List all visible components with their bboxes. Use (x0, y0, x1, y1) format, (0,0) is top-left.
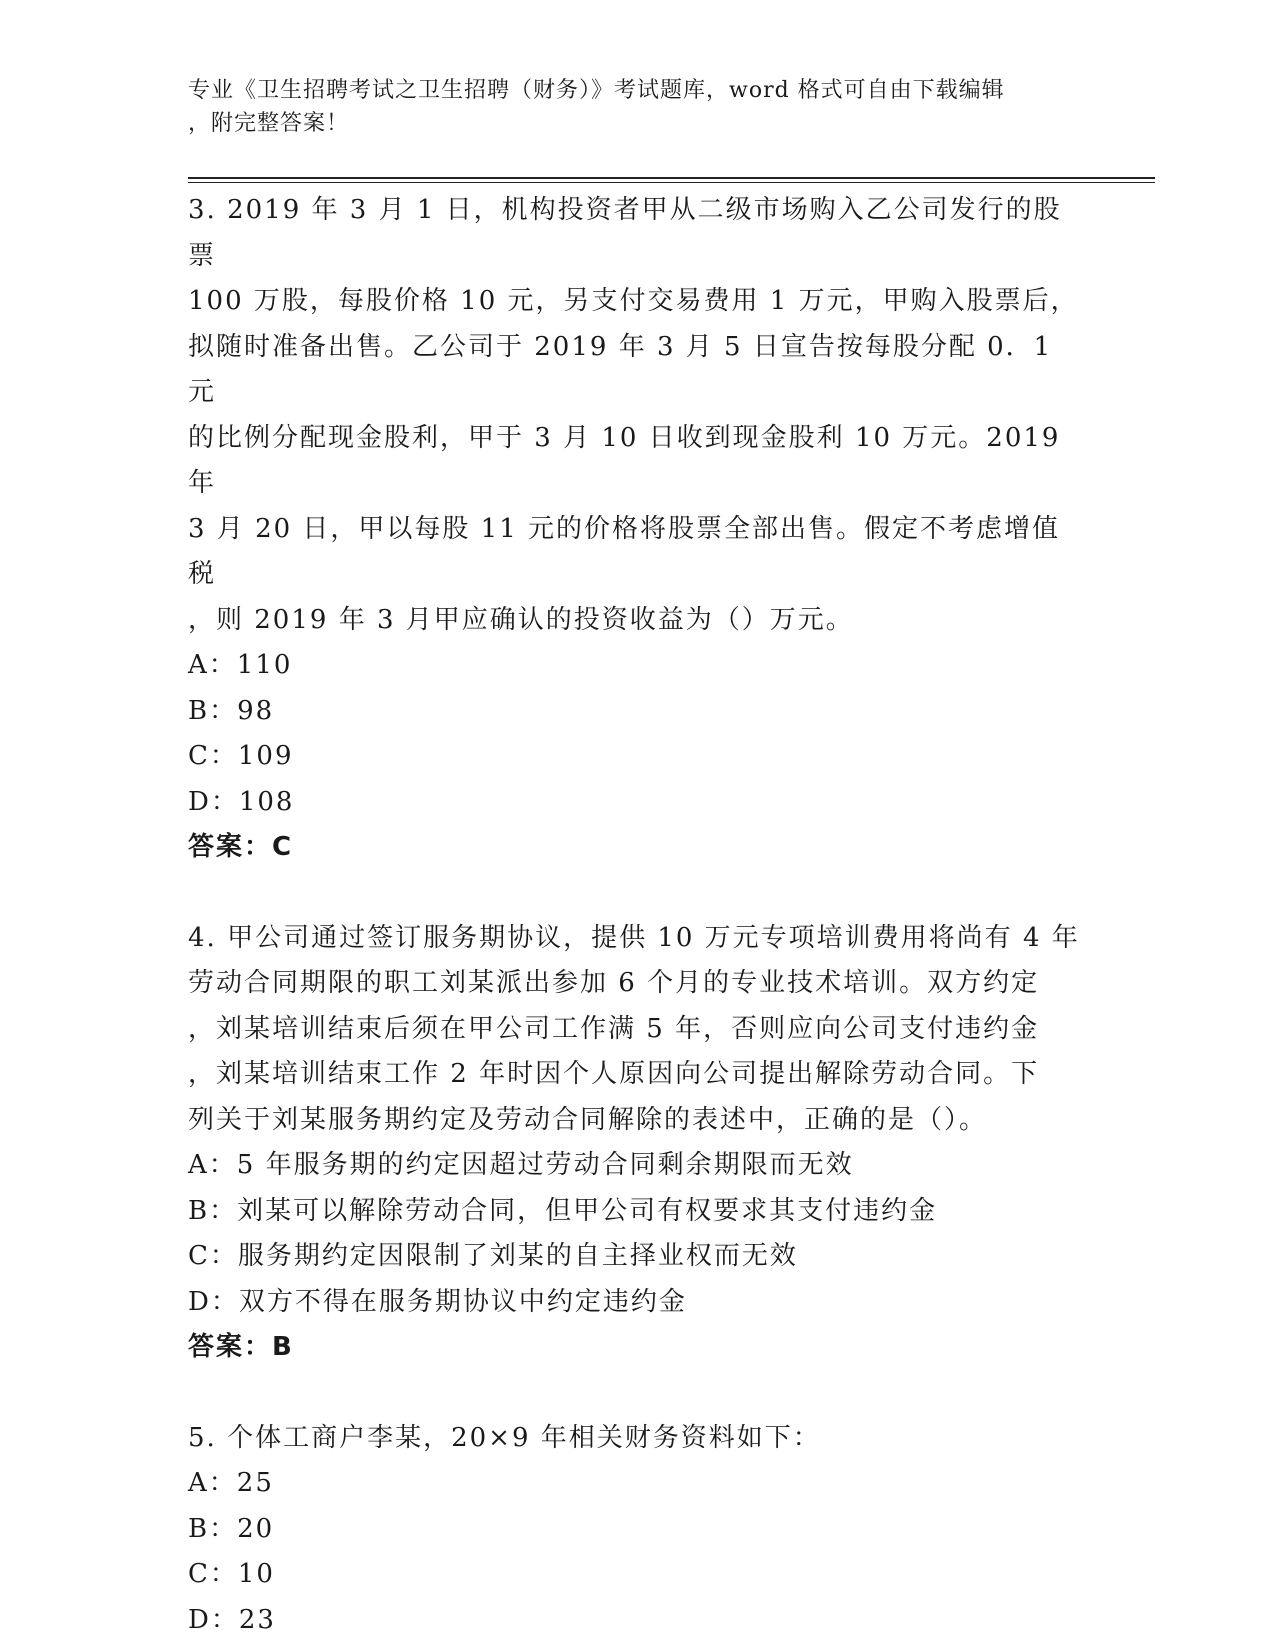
option-c: C：109 (188, 741, 294, 771)
answer-label: 答案：C (188, 832, 294, 862)
question-spacer (188, 1371, 1088, 1416)
header-divider-thick (188, 177, 1155, 179)
question-text: 3. 2019 年 3 月 1 日，机构投资者甲从二级市场购入乙公司发行的股票 100 万股，每股价格 10 元，另支付交易费用 1 万元，甲购入股票后， 拟随时准备出售。乙公司于 2019 年 3 月 5 日宣告按每股分配 0．1 元 的比例分配现金股利，甲于 3 月 10 日收到现金股利 10 万元。2019 年 3 月 20 日，甲以每股 11 元的价格将股票全部出售。假定不考虑增值税 ，则 2019 年 3 月甲应确认的投资收益为（）万元。 (188, 195, 1079, 635)
header-line-1: 专业《卫生招聘考试之卫生招聘（财务）》考试题库，word 格式可自由下载编辑 (188, 78, 1005, 103)
header-line-2: ，附完整答案！ (188, 111, 350, 136)
option-d: D：23 (188, 1604, 276, 1635)
option-b: B：98 (188, 695, 275, 726)
option-c: C：10 (188, 1559, 275, 1589)
answer-label: 答案：B (188, 1332, 294, 1362)
question-text: 4. 甲公司通过签订服务期协议，提供 10 万元专项培训费用将尚有 4 年 劳动合同期限的职工刘某派出参加 6 个月的专业技术培训。双方约定 ，刘某培训结束后须在甲公司工作满 5 年，否则应向公司支付违约金 ，刘某培训结束工作 2 年时因个人原因向公司提出解除劳动合同。下 列关于刘某服务期约定及劳动合同解除的表述中，正确的是（）。 (188, 922, 1080, 1135)
document-header (188, 74, 1088, 140)
option-a: A：110 (188, 650, 293, 680)
option-a: A：5 年服务期的约定因超过劳动合同剩余期限而无效 (188, 1150, 854, 1180)
option-b: B：刘某可以解除劳动合同，但甲公司有权要求其支付违约金 (188, 1195, 938, 1226)
header-divider-thin (188, 182, 1155, 183)
question-list (188, 188, 1088, 1643)
option-a: A：25 (188, 1468, 274, 1498)
option-c: C：服务期约定因限制了刘某的自主择业权而无效 (188, 1241, 798, 1271)
option-d: D：双方不得在服务期协议中约定违约金 (188, 1286, 687, 1317)
question-3 (188, 188, 1088, 871)
question-4 (188, 916, 1088, 1371)
question-spacer (188, 871, 1088, 916)
option-b: B：20 (188, 1513, 275, 1544)
question-text: 5. 个体工商户李某，20×9 年相关财务资料如下： (188, 1422, 821, 1453)
option-d: D：108 (188, 786, 295, 817)
question-5 (188, 1416, 1088, 1644)
